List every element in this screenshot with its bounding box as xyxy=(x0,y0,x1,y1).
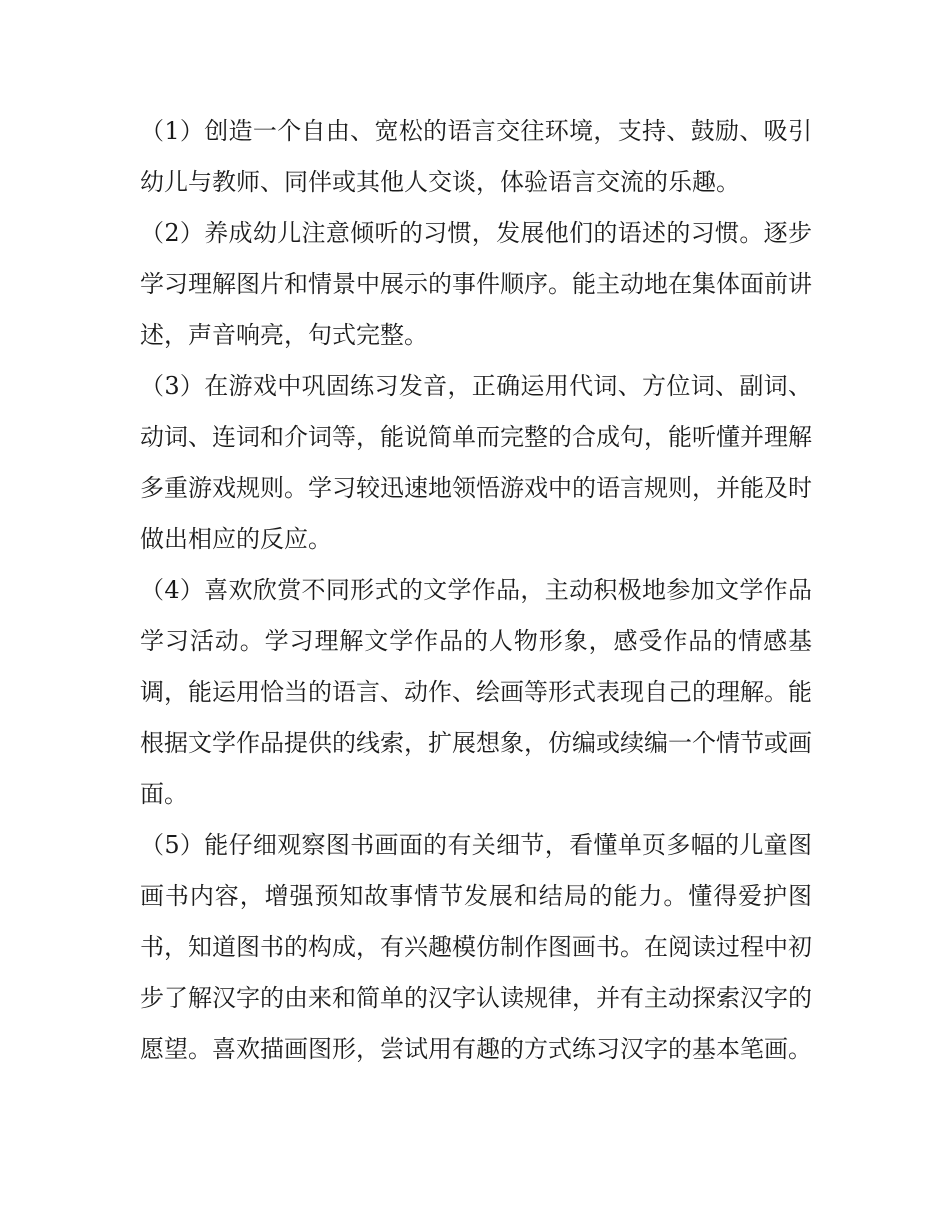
paragraph-goal-3: （3）在游戏中巩固练习发音，正确运用代词、方位词、副词、动词、连词和介词等，能说简单而完整的合成句，能听懂并理解多重游戏规则。学习较迅速地领悟游戏中的语言规则，并能及时做出相应的反应。 xyxy=(140,372,812,553)
paragraph-goal-1: （1）创造一个自由、宽松的语言交往环境，支持、鼓励、吸引幼儿与教师、同伴或其他人交谈，体验语言交流的乐趣。 xyxy=(140,117,812,196)
paragraph-goal-2: （2）养成幼儿注意倾听的习惯，发展他们的语述的习惯。逐步学习理解图片和情景中展示的事件顺序。能主动地在集体面前讲述，声音响亮，句式完整。 xyxy=(140,219,812,349)
document-body xyxy=(140,106,812,1075)
paragraph-goal-4: （4）喜欢欣赏不同形式的文学作品，主动积极地参加文学作品学习活动。学习理解文学作品的人物形象，感受作品的情感基调，能运用恰当的语言、动作、绘画等形式表现自己的理解。能根据文学作品提供的线索，扩展想象，仿编或续编一个情节或画面。 xyxy=(140,576,812,808)
paragraph-goal-5: （5）能仔细观察图书画面的有关细节，看懂单页多幅的儿童图画书内容，增强预知故事情节发展和结局的能力。懂得爱护图书，知道图书的构成，有兴趣模仿制作图画书。在阅读过程中初步了解汉字的由来和简单的汉字认读规律，并有主动探索汉字的愿望。喜欢描画图形，尝试用有趣的方式练习汉字的基本笔画。 xyxy=(140,831,812,1063)
